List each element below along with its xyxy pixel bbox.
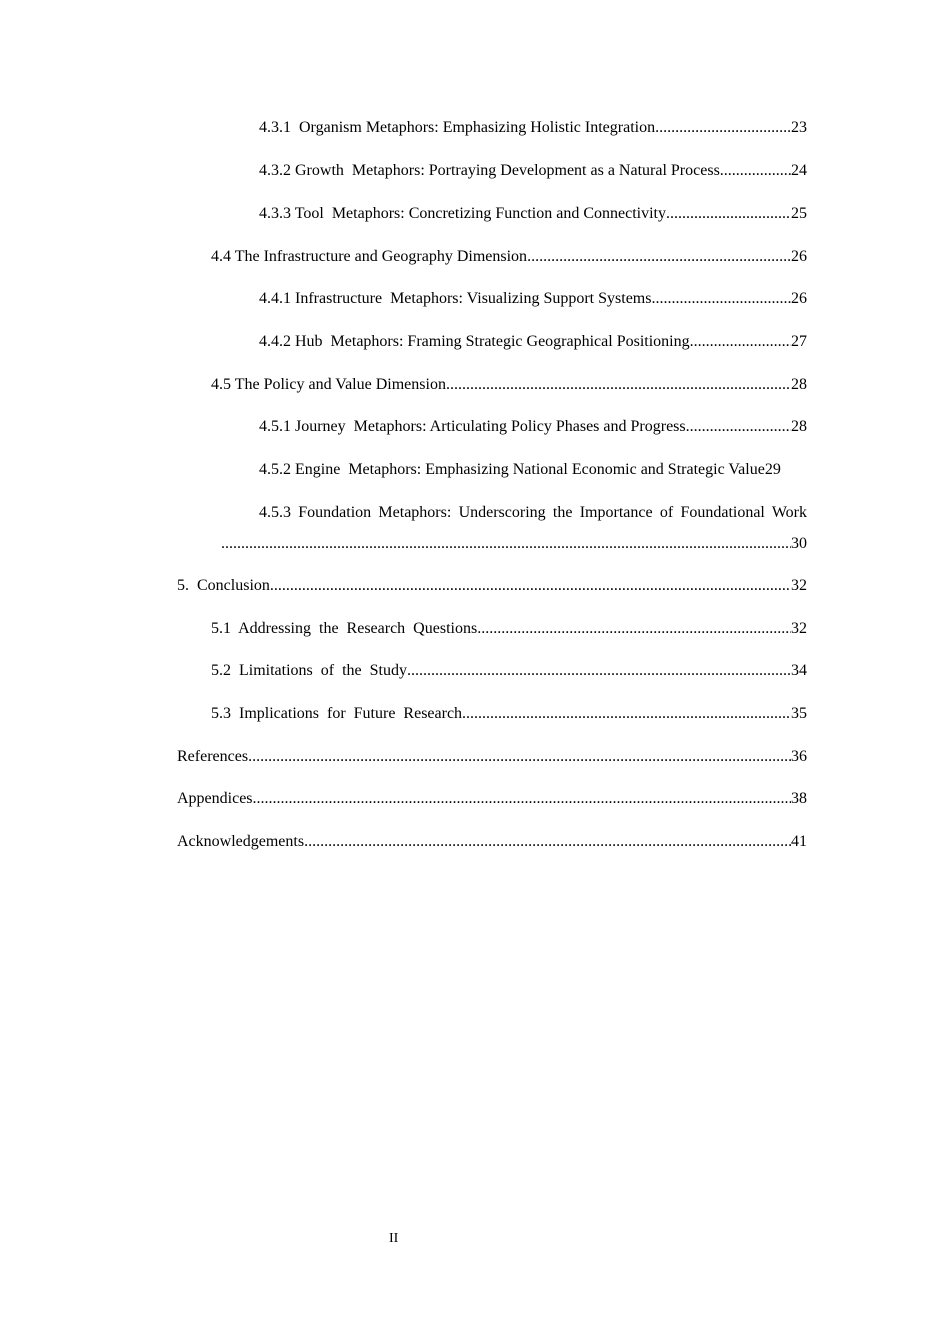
toc-entry-title: Appendices: [177, 790, 253, 807]
toc-dot-leader: [720, 161, 791, 181]
toc-entry-title: 4.3.2 Growth Metaphors: Portraying Development as a Natural Process: [259, 162, 720, 179]
toc-entry-page: 28: [791, 418, 807, 435]
toc-entry-acknowledgements[interactable]: [177, 832, 807, 852]
toc-entry-4-5-3-title-line[interactable]: [259, 503, 807, 523]
toc-dot-leader: [407, 661, 791, 681]
toc-entry-page: 28: [791, 376, 807, 393]
toc-entry-5-3[interactable]: [211, 704, 807, 724]
toc-dot-leader: [248, 747, 791, 767]
toc-entry-4-5-1[interactable]: [259, 417, 807, 437]
toc-dot-leader: [527, 247, 791, 267]
toc-dot-leader: [655, 118, 791, 138]
toc-dot-leader: [304, 832, 791, 852]
toc-entry-4-5[interactable]: [211, 375, 807, 395]
page-number: II: [389, 1231, 399, 1246]
toc-entry-5-2[interactable]: [211, 661, 807, 681]
toc-entry-title: 4.5 The Policy and Value Dimension: [211, 376, 446, 393]
toc-entry-4-4-1[interactable]: [259, 289, 807, 309]
toc-entry-title: Acknowledgements: [177, 833, 305, 850]
toc-entry-title: 4.3.3 Tool Metaphors: Concretizing Function and Connectivity: [259, 205, 666, 222]
toc-entry-page: 32: [791, 620, 807, 637]
toc-entry-title: 5.1 Addressing the Research Questions: [211, 620, 478, 637]
toc-entry-title: 5.2 Limitations of the Study: [211, 662, 407, 679]
toc-entry-page: 25: [791, 205, 807, 222]
toc-entry-title: 4.4 The Infrastructure and Geography Dimension: [211, 248, 528, 265]
toc-dot-leader: [477, 619, 791, 639]
toc-dot-leader: [690, 332, 791, 352]
toc-entry-title: 4.5.2 Engine Metaphors: Emphasizing National Economic and Strategic Value: [259, 461, 765, 478]
toc-dot-leader: [666, 204, 791, 224]
toc-dot-leader: [462, 704, 791, 724]
toc-dot-leader: [221, 534, 791, 554]
toc-entry-page: 32: [791, 577, 807, 594]
toc-entry-4-3-2[interactable]: [259, 161, 807, 181]
toc-dot-leader: [446, 375, 791, 395]
toc-entry-4-4-2[interactable]: [259, 332, 807, 352]
toc-entry-page: 27: [791, 333, 807, 350]
toc-entry-page: 34: [791, 662, 807, 679]
toc-entry-title: 5.3 Implications for Future Research: [211, 705, 463, 722]
toc-entry-5[interactable]: [177, 576, 807, 596]
toc-entry-title: 4.5.3 Foundation Metaphors: Underscoring the Importance of Foundational Work: [259, 504, 807, 521]
toc-entry-title: References: [177, 748, 249, 765]
toc-entry-page: 38: [791, 790, 807, 807]
toc-entry-4-5-2[interactable]: [259, 460, 807, 480]
toc-entry-title: 4.4.2 Hub Metaphors: Framing Strategic Geographical Positioning: [259, 333, 690, 350]
toc-entry-4-3-1[interactable]: [259, 118, 807, 138]
toc-entry-page: 36: [791, 748, 807, 765]
toc-dot-leader: [253, 789, 791, 809]
toc-entry-page: 26: [791, 290, 807, 307]
toc-entry-4-3-3[interactable]: [259, 204, 807, 224]
toc-entry-title: 4.3.1 Organism Metaphors: Emphasizing Holistic Integration: [259, 119, 656, 136]
toc-entry-4-4[interactable]: [211, 247, 807, 267]
toc-entry-page: 24: [791, 162, 807, 179]
toc-entry-appendices[interactable]: [177, 789, 807, 809]
toc-entry-page: 23: [791, 119, 807, 136]
toc-entry-title: 4.5.1 Journey Metaphors: Articulating Policy Phases and Progress: [259, 418, 686, 435]
toc-entry-references[interactable]: [177, 747, 807, 767]
toc-entry-page: 35: [791, 705, 807, 722]
toc-dot-leader: [651, 289, 791, 309]
toc-entry-title: 5. Conclusion: [177, 577, 270, 594]
toc-dot-leader: [686, 417, 791, 437]
toc-entry-page: 29: [764, 461, 781, 478]
toc-entry-page: 26: [791, 248, 807, 265]
toc-entry-page: 30: [791, 535, 807, 552]
toc-entry-4-5-3-leader-line[interactable]: [221, 534, 807, 554]
toc-entry-title: 4.4.1 Infrastructure Metaphors: Visualizing Support Systems: [259, 290, 652, 307]
toc-entry-5-1[interactable]: [211, 619, 807, 639]
toc-dot-leader: [270, 576, 791, 596]
toc-entry-page: 41: [791, 833, 807, 850]
